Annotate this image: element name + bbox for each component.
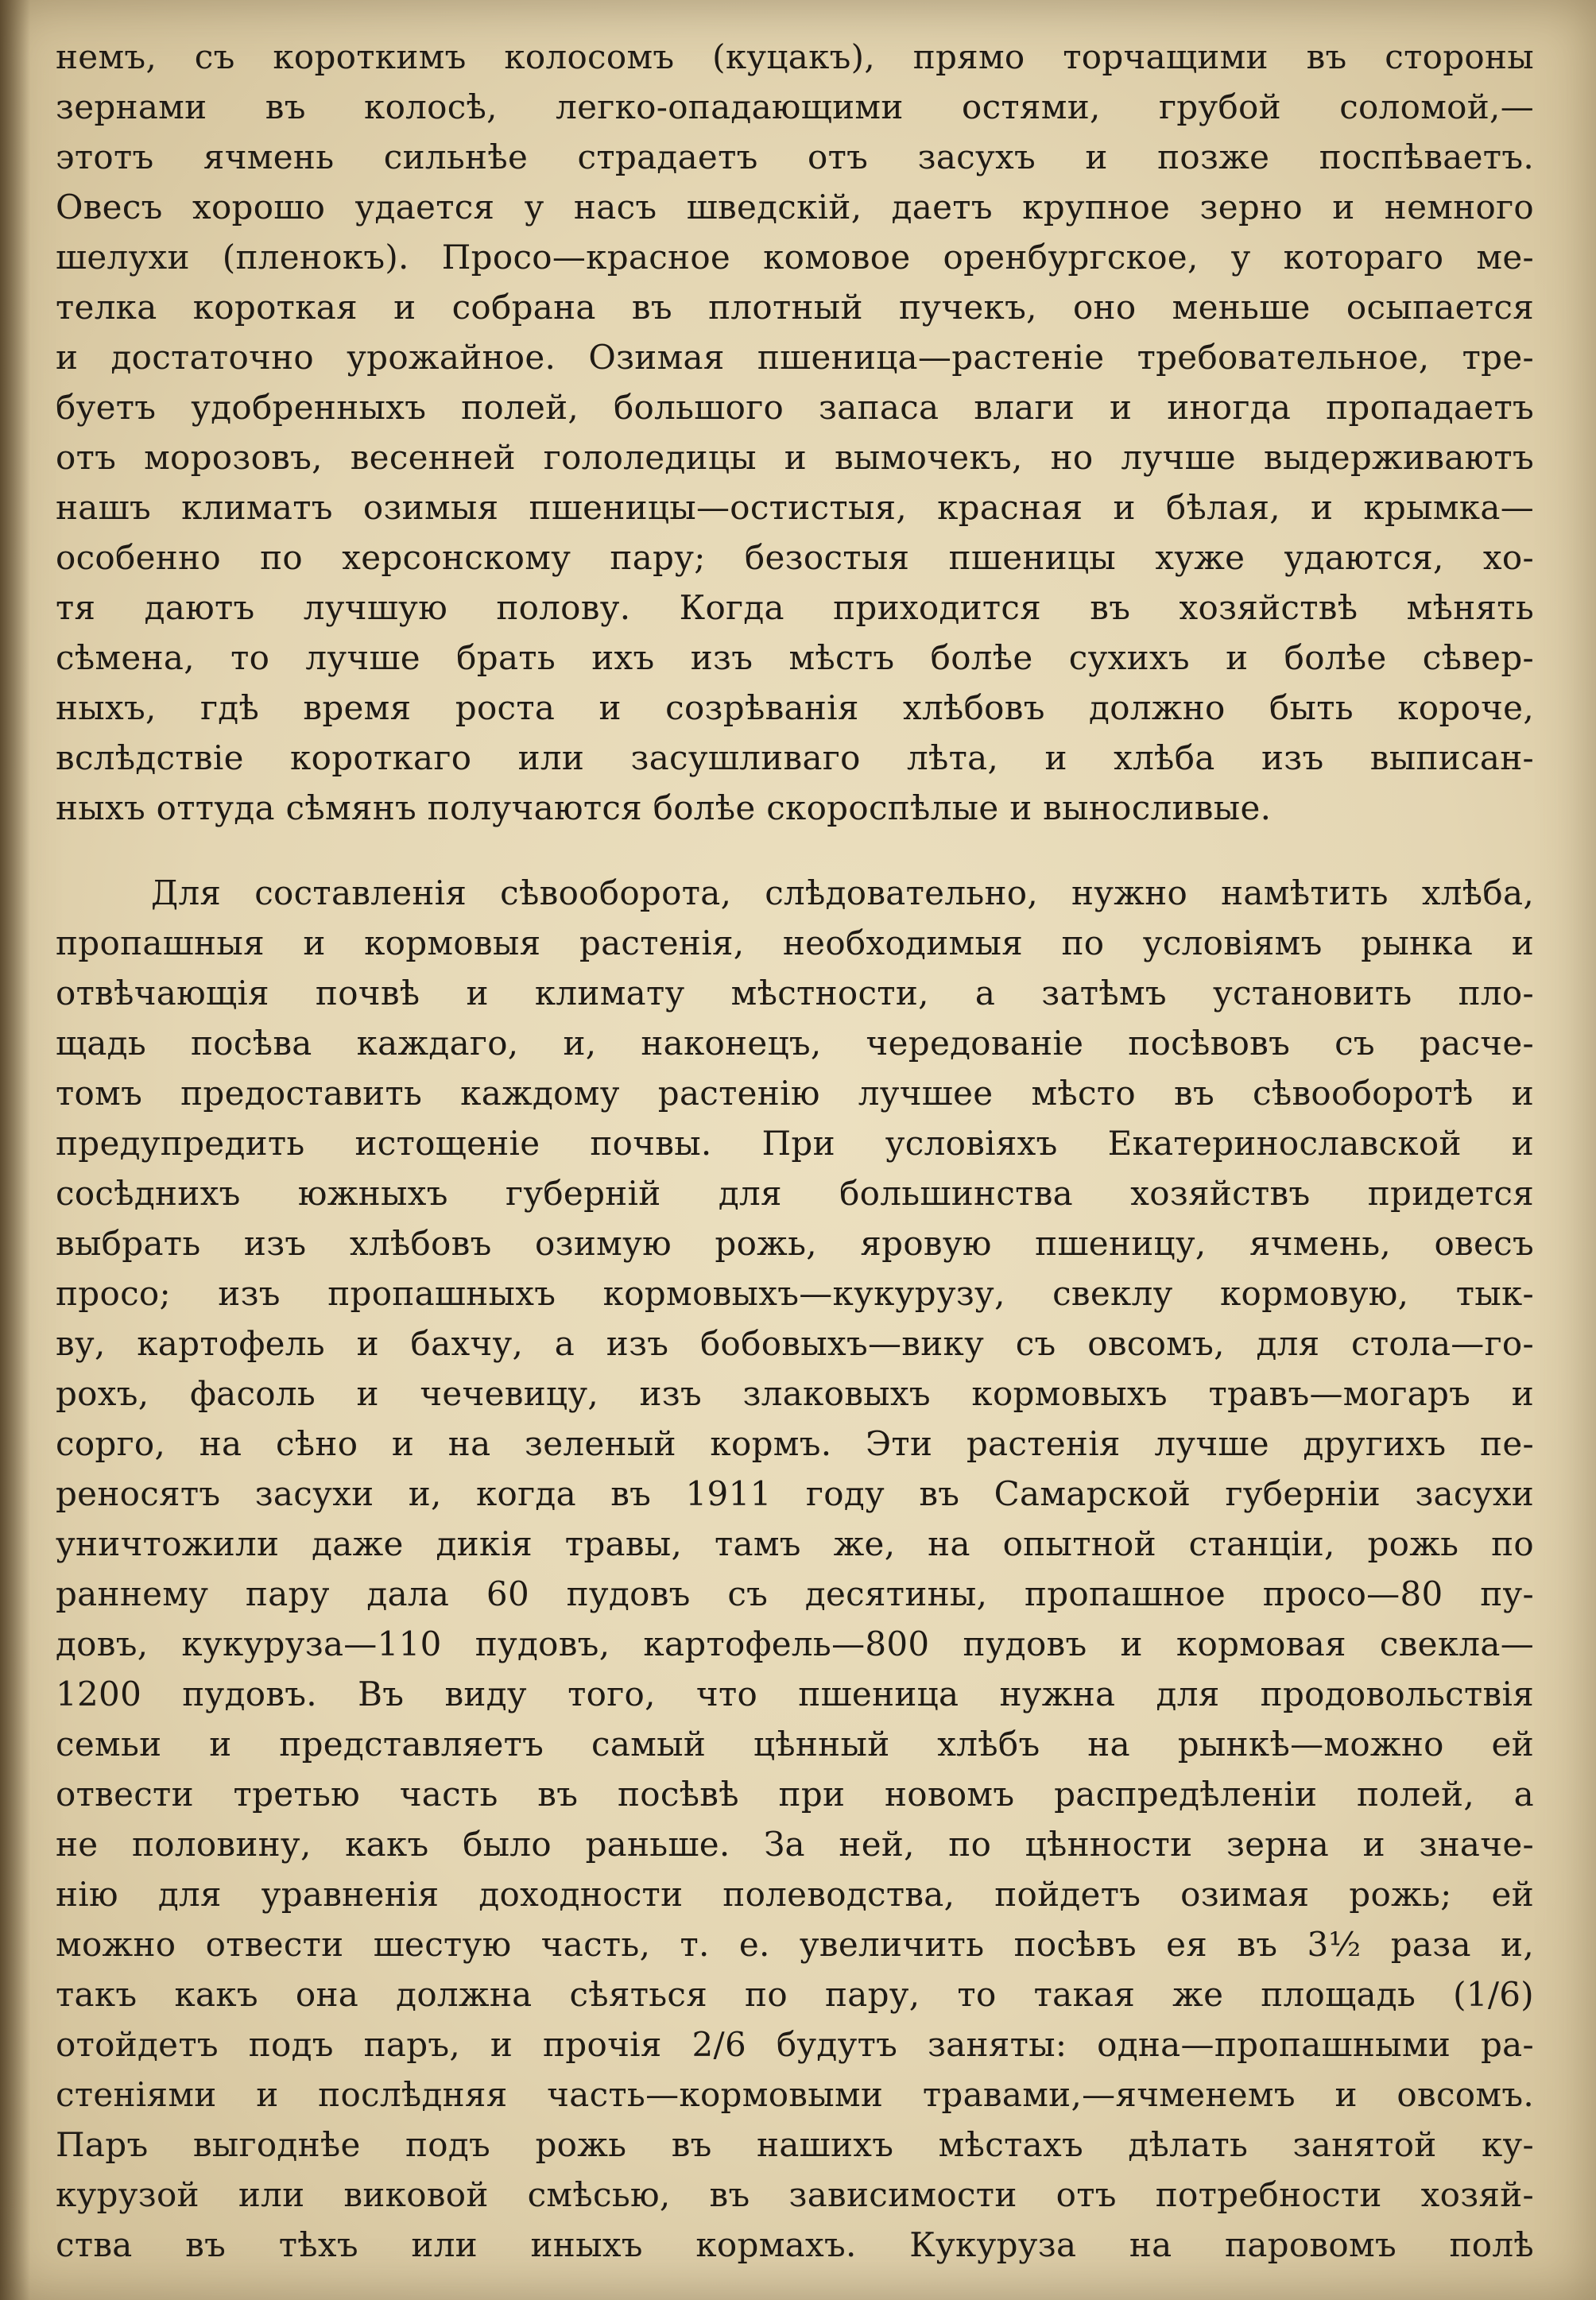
- text-line: этотъ ячмень сильнѣе страдаетъ отъ засухъ и позже поспѣваетъ.: [56, 137, 1534, 176]
- text-line: и достаточно урожайное. Озимая пшеница—растеніе требовательное, тре-: [56, 338, 1534, 377]
- text-line: стеніями и послѣдняя часть—кормовыми травами,—ячменемъ и овсомъ.: [56, 2075, 1534, 2114]
- paragraph-2: [56, 868, 1534, 2270]
- text-line: курузой или виковой смѣсью, въ зависимости отъ потребности хозяй-: [56, 2175, 1534, 2214]
- text-line: зернами въ колосѣ, легко-опадающими остями, грубой соломой,—: [56, 87, 1534, 126]
- text-line: довъ, кукуруза—110 пудовъ, картофель—800 пудовъ и кормовая свекла—: [56, 1624, 1534, 1663]
- text-line: ныхъ, гдѣ время роста и созрѣванія хлѣбовъ должно быть короче,: [56, 688, 1534, 727]
- page-text-block: [56, 32, 1534, 2270]
- text-line: реносятъ засухи и, когда въ 1911 году въ Самарской губерніи засухи: [56, 1474, 1534, 1513]
- text-line: щадь посѣва каждаго, и, наконецъ, чередованіе посѣвовъ съ расче-: [56, 1024, 1534, 1063]
- text-line: отойдетъ подъ паръ, и прочія 2/6 будутъ заняты: одна—пропашными ра-: [56, 2025, 1534, 2064]
- text-line: нашъ климатъ озимыя пшеницы—остистыя, красная и бѣлая, и крымка—: [56, 488, 1534, 527]
- text-line: вслѣдствіе короткаго или засушливаго лѣта, и хлѣба изъ выписан-: [56, 738, 1534, 777]
- text-line: сорго, на сѣно и на зеленый кормъ. Эти растенія лучше другихъ пе-: [56, 1424, 1534, 1463]
- text-line: отвѣчающія почвѣ и климату мѣстности, а затѣмъ установить пло-: [56, 974, 1534, 1013]
- text-line: такъ какъ она должна сѣяться по пару, то такая же площадь (1/6): [56, 1975, 1534, 2014]
- text-line: ныхъ оттуда сѣмянъ получаются болѣе скороспѣлые и выносливые.: [56, 788, 1272, 827]
- text-line: телка короткая и собрана въ плотный пучекъ, оно меньше осыпается: [56, 288, 1534, 327]
- text-line: раннему пару дала 60 пудовъ съ десятины, пропашное просо—80 пу-: [56, 1574, 1534, 1613]
- text-line: шелухи (пленокъ). Просо—красное комовое оренбургское, у котораго ме-: [56, 238, 1534, 277]
- text-line: выбрать изъ хлѣбовъ озимую рожь, яровую пшеницу, ячмень, овесъ: [56, 1224, 1534, 1263]
- text-line: пропашныя и кормовыя растенія, необходимыя по условіямъ рынка и: [56, 923, 1534, 962]
- text-line: предупредить истощеніе почвы. При условіяхъ Екатеринославской и: [56, 1124, 1534, 1163]
- text-line: Паръ выгоднѣе подъ рожь въ нашихъ мѣстахъ дѣлать занятой ку-: [56, 2125, 1534, 2164]
- text-line: особенно по херсонскому пару; безостыя пшеницы хуже удаются, хо-: [56, 538, 1534, 577]
- text-line: просо; изъ пропашныхъ кормовыхъ—кукурузу, свеклу кормовую, тык-: [56, 1274, 1534, 1313]
- text-line: тя даютъ лучшую полову. Когда приходится въ хозяйствѣ мѣнять: [56, 588, 1534, 627]
- text-line: Овесъ хорошо удается у насъ шведскій, даетъ крупное зерно и немного: [56, 188, 1534, 227]
- text-line: немъ, съ короткимъ колосомъ (куцакъ), прямо торчащими въ стороны: [56, 37, 1534, 76]
- text-line: рохъ, фасоль и чечевицу, изъ злаковыхъ кормовыхъ травъ—могаръ и: [56, 1374, 1534, 1413]
- text-line: сосѣднихъ южныхъ губерній для большинства хозяйствъ придется: [56, 1174, 1534, 1213]
- text-line: не половину, какъ было раньше. За ней, по цѣнности зерна и значе-: [56, 1825, 1534, 1864]
- paragraph-gap: [56, 833, 1534, 868]
- text-line: ства въ тѣхъ или иныхъ кормахъ. Кукуруза на паровомъ полѣ: [56, 2225, 1534, 2264]
- text-line: отвести третью часть въ посѣвѣ при новомъ распредѣленіи полей, а: [56, 1775, 1534, 1814]
- text-line: отъ морозовъ, весенней гололедицы и вымочекъ, но лучше выдерживаютъ: [56, 438, 1534, 477]
- text-line: Для составленія сѣвооборота, слѣдовательно, нужно намѣтить хлѣба,: [151, 873, 1534, 912]
- text-line: 1200 пудовъ. Въ виду того, что пшеница нужна для продовольствія: [56, 1675, 1534, 1713]
- paragraph-1: [56, 32, 1534, 833]
- text-line: сѣмена, то лучше брать ихъ изъ мѣстъ болѣе сухихъ и болѣе сѣвер-: [56, 638, 1534, 677]
- text-line: нію для уравненія доходности полеводства, пойдетъ озимая рожь; ей: [56, 1875, 1534, 1914]
- text-line: семьи и представляетъ самый цѣнный хлѣбъ на рынкѣ—можно ей: [56, 1725, 1534, 1764]
- text-line: можно отвести шестую часть, т. е. увеличить посѣвъ ея въ 3½ раза и,: [56, 1925, 1534, 1964]
- text-line: ву, картофель и бахчу, а изъ бобовыхъ—вику съ овсомъ, для стола—го-: [56, 1324, 1534, 1363]
- text-line: томъ предоставить каждому растенію лучшее мѣсто въ сѣвооборотѣ и: [56, 1074, 1534, 1113]
- text-line: буетъ удобренныхъ полей, большого запаса влаги и иногда пропадаетъ: [56, 388, 1534, 427]
- text-line: уничтожили даже дикія травы, тамъ же, на опытной станціи, рожь по: [56, 1524, 1534, 1563]
